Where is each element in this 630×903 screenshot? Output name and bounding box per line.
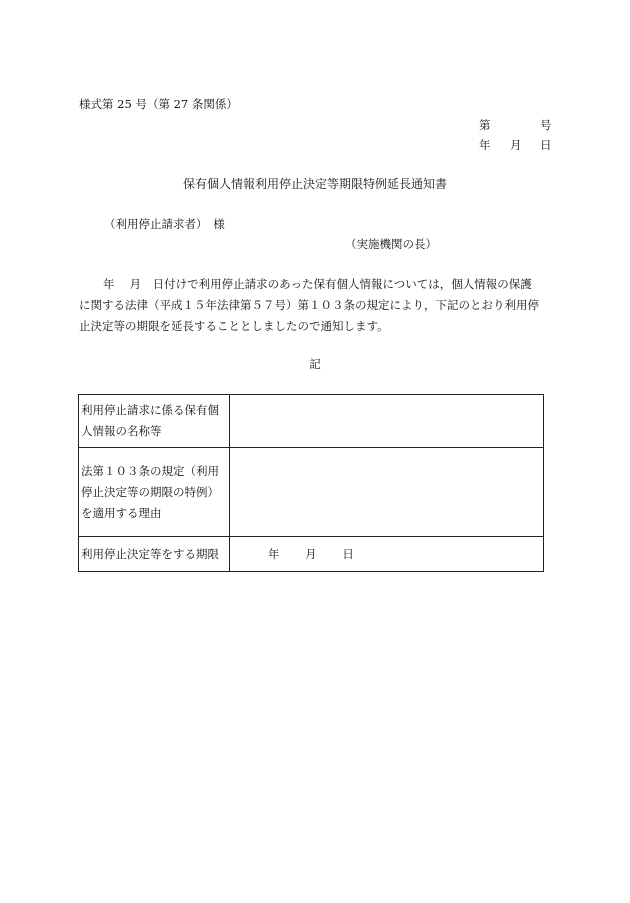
date-day-label: 日	[540, 138, 552, 152]
row-value-item-name	[230, 395, 544, 448]
deadline-year-label: 年	[268, 546, 280, 561]
recipient-line: （利用停止請求者） 様	[104, 217, 225, 231]
detail-table	[78, 394, 544, 572]
row-label-deadline	[79, 537, 230, 572]
sender-line: （実施機関の長）	[345, 237, 437, 251]
body-line-1-date: 年 月	[103, 277, 142, 291]
document-title: 保有個人情報利用停止決定等期限特例延長通知書	[182, 177, 447, 191]
notification-body	[79, 274, 553, 337]
label-line: 停止決定等の期限の特例）	[81, 484, 219, 499]
body-line-3: 止決定等の期限を延長することとしましたので通知します。	[79, 319, 389, 333]
document-number-suffix: 号	[540, 118, 552, 132]
date-month-label: 月	[510, 138, 522, 152]
label-line: 利用停止決定等をする期限	[81, 546, 219, 561]
row-value-deadline	[230, 537, 544, 572]
row-label-item-name	[79, 395, 230, 448]
table-row	[79, 448, 544, 537]
body-line-2: に関する法律（平成１５年法律第５７号）第１０３条の規定により，下記のとおり利用停	[79, 298, 539, 312]
form-number: 様式第 25 号（第 27 条関係）	[79, 97, 238, 111]
label-line: 人情報の名称等	[81, 424, 162, 438]
deadline-month-label: 月	[305, 546, 317, 561]
row-value-reason	[230, 448, 544, 537]
ki-heading: 記	[309, 357, 321, 371]
table-row	[79, 395, 544, 448]
label-line: 法第１０３条の規定（利用	[81, 463, 219, 478]
date-year-label: 年	[479, 138, 491, 152]
document-number-prefix: 第	[479, 118, 491, 132]
body-line-1-text: 日付けで利用停止請求のあった保有個人情報については，個人情報の保護	[152, 277, 532, 291]
label-line: 利用停止請求に係る保有個	[81, 403, 219, 417]
deadline-day-label: 日	[342, 546, 354, 561]
label-line: を適用する理由	[81, 505, 162, 520]
row-label-reason	[79, 448, 230, 537]
table-row	[79, 537, 544, 572]
body-line-1	[79, 274, 553, 295]
